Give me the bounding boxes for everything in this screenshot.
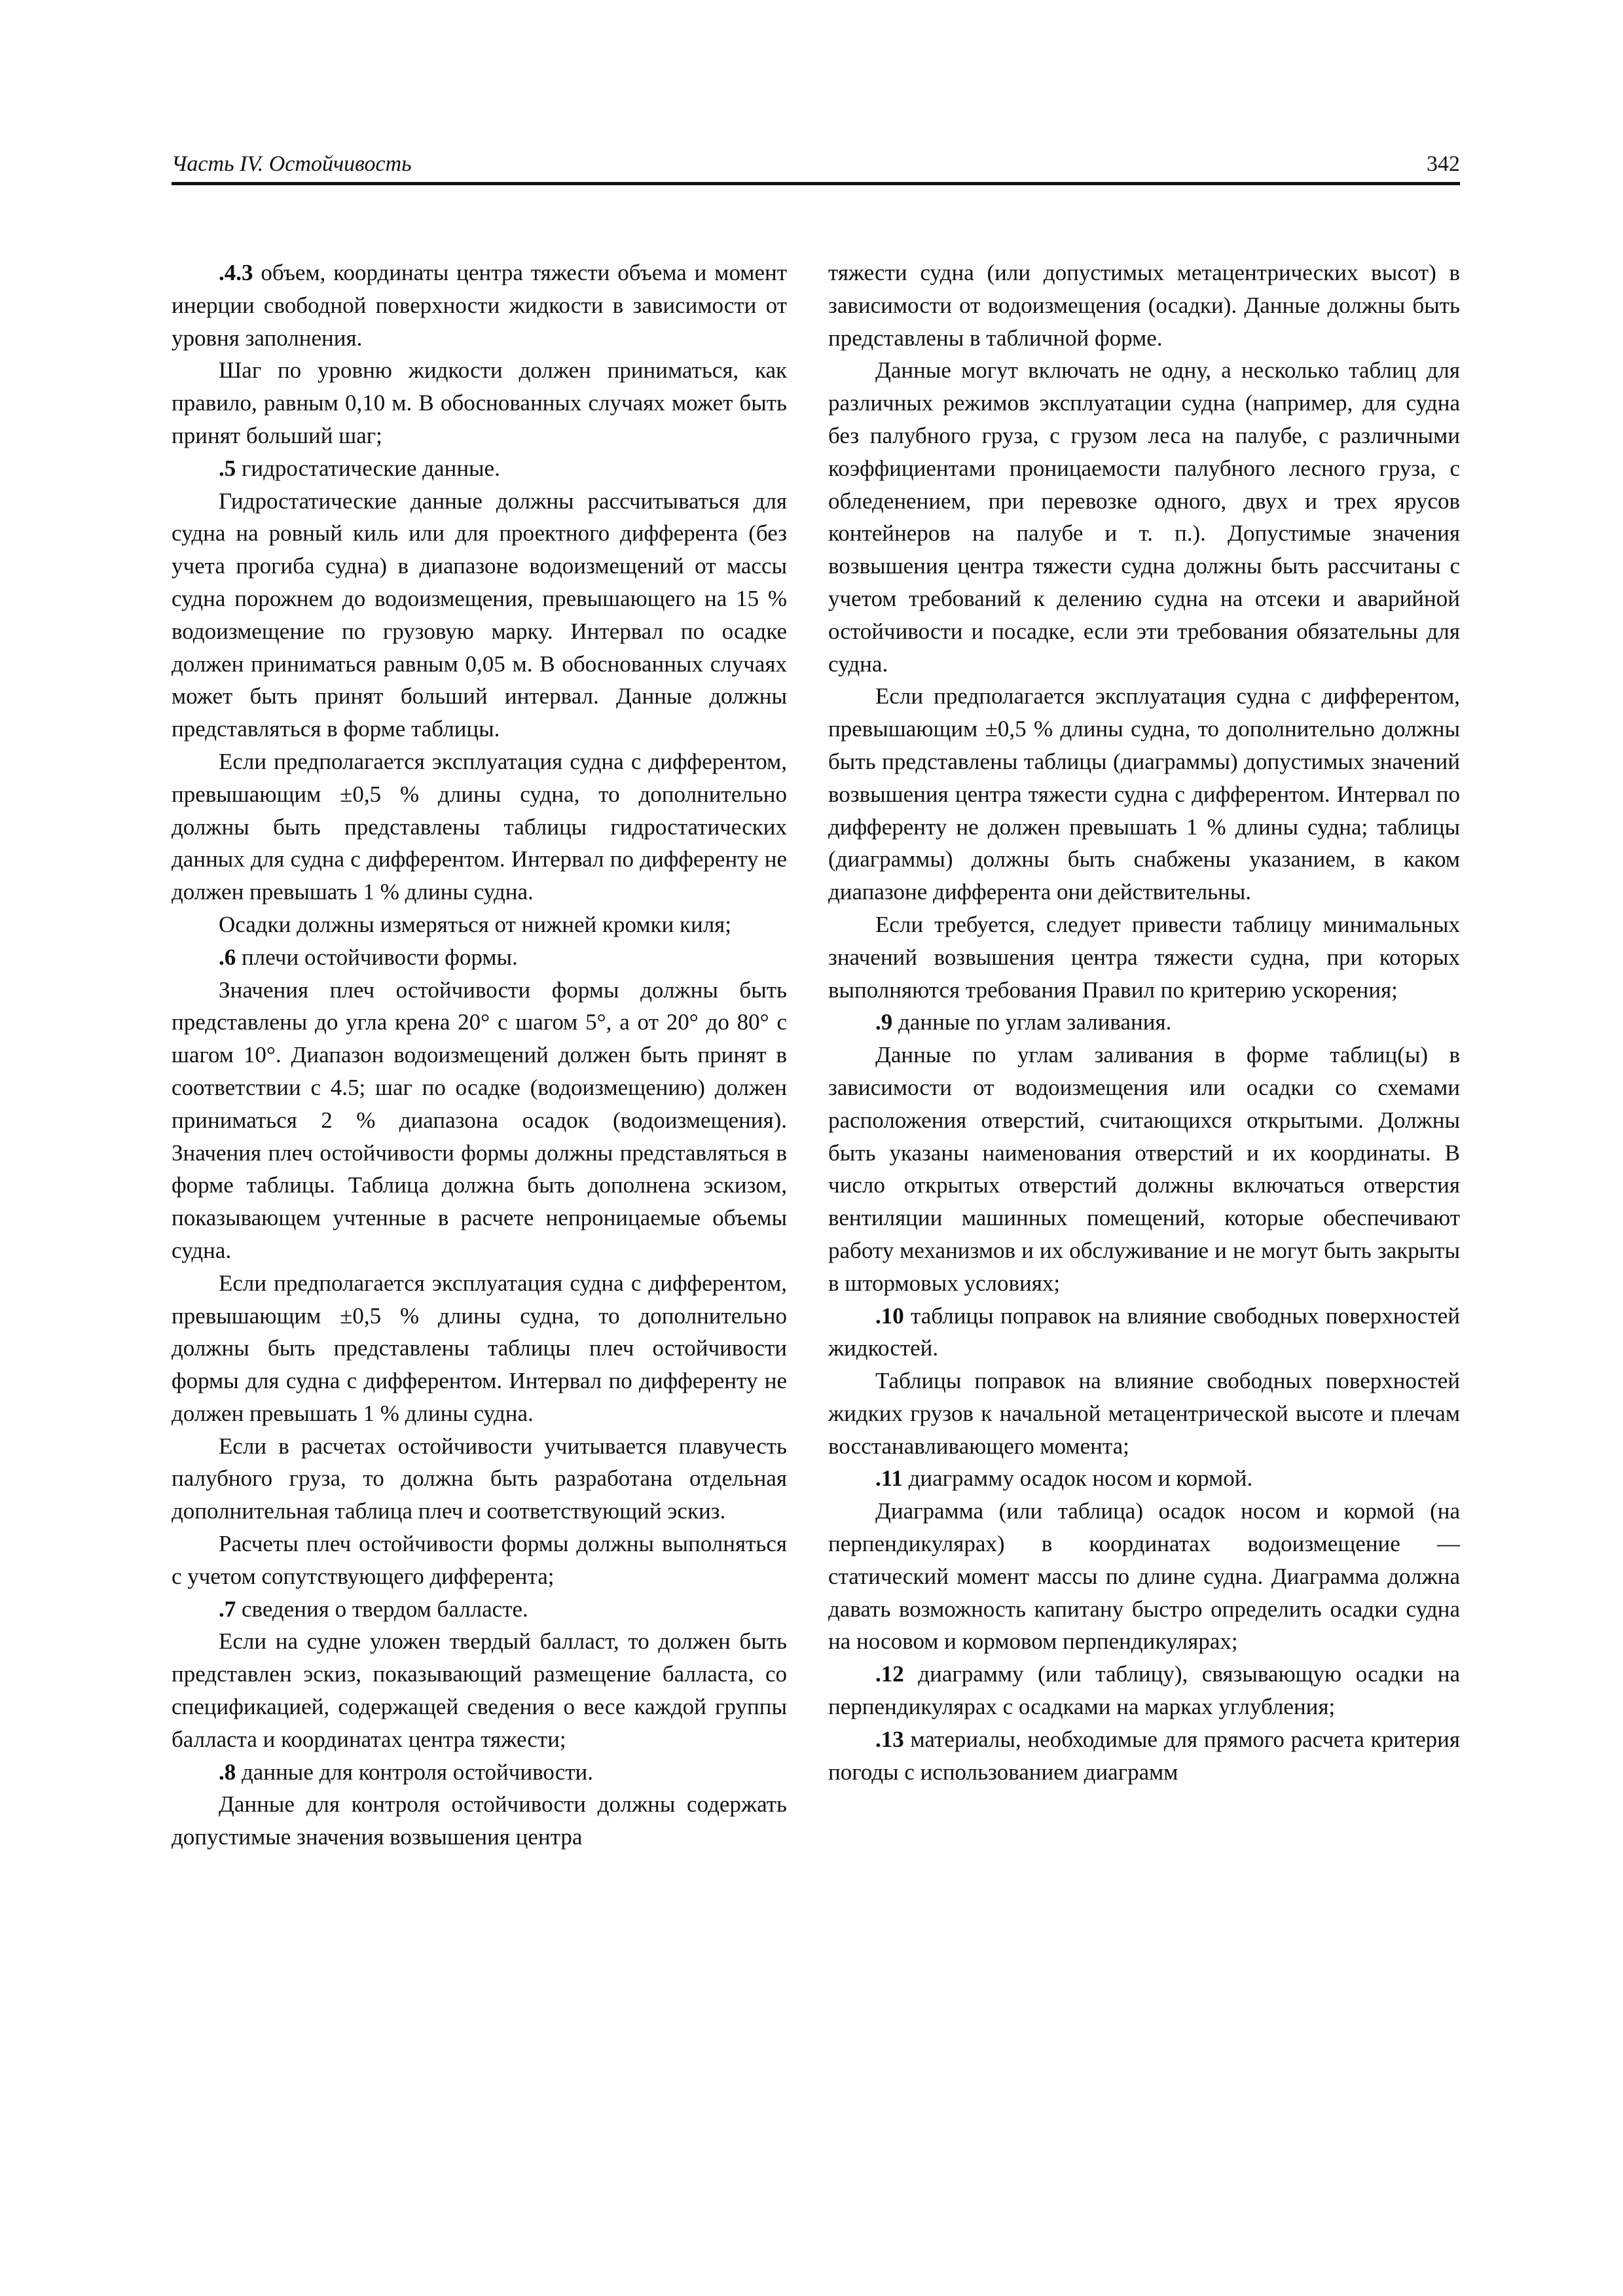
- clause-paragraph: [828, 1658, 1460, 1723]
- clause-paragraph: [172, 257, 787, 354]
- clause-paragraph: [828, 1300, 1460, 1365]
- page-number: 342: [1427, 152, 1460, 176]
- paragraph-text: объем, координаты центра тяжести объема и момент инерции свободной поверхности жидкости в зависимости от уровня заполнения.: [172, 260, 787, 351]
- paragraph-text: Если на судне уложен твердый балласт, то должен быть представлен эскиз, показывающий размещение балласта, со спецификацией, содержащей сведения о весе каждой группы балласта и координатах центра тяжести;: [172, 1628, 787, 1752]
- paragraph-text: таблицы поправок на влияние свободных поверхностей жидкостей.: [828, 1302, 1460, 1361]
- paragraph-text: Данные по углам заливания в форме таблиц(ы) в зависимости от водоизмещения или осадки со схемами расположения отверстий, считающихся открытыми. Должны быть указаны наименования отверстий и их координаты. В число открытых отверстий должны включаться отверстия вентиляции машинных помещений, которые обеспечивают работу механизмов и их обслуживание и не могут быть закрыты в штормовых условиях;: [828, 1042, 1460, 1296]
- paragraph-text: диаграмму (или таблицу), связывающую осадки на перпендикулярах с осадками на марках углубления;: [828, 1661, 1460, 1720]
- paragraph: [828, 908, 1460, 1006]
- clause-paragraph: [828, 1006, 1460, 1039]
- paragraph-text: Если предполагается эксплуатация судна с дифферентом, превышающим ±0,5 % длины судна, то дополнительно должны быть представлены таблицы (диаграммы) допустимых значений возвышения центра тяжести судна с дифферентом. Интервал по дифференту не должен превышать 1 % длины судна; таблицы (диаграммы) должны быть снабжены указанием, в каком диапазоне дифферента они действительны.: [828, 683, 1460, 905]
- paragraph: [172, 1625, 787, 1755]
- clause-number: .13: [875, 1726, 904, 1752]
- paragraph: [172, 1788, 787, 1854]
- paragraph-text: Таблицы поправок на влияние свободных поверхностей жидких грузов к начальной метацентрической высоте и плечам восстанавливающего момента;: [828, 1368, 1460, 1459]
- paragraph: [828, 1365, 1460, 1462]
- clause-number: .10: [875, 1302, 904, 1329]
- paragraph: [172, 745, 787, 908]
- paragraph: [828, 1495, 1460, 1658]
- paragraph-text: Данные для контроля остойчивости должны содержать допустимые значения возвышения центра: [172, 1791, 787, 1850]
- paragraph: [172, 1430, 787, 1528]
- clause-number: .5: [219, 455, 236, 481]
- paragraph: [172, 485, 787, 745]
- paragraph: [172, 974, 787, 1267]
- clause-number: .9: [875, 1009, 893, 1035]
- paragraph-text: Расчеты плеч остойчивости формы должны выполняться с учетом сопутствующего дифферента;: [172, 1531, 787, 1589]
- paragraph-text: материалы, необходимые для прямого расчета критерия погоды с использованием диаграмм: [828, 1726, 1460, 1785]
- paragraph-text: сведения о твердом балласте.: [236, 1596, 528, 1622]
- clause-paragraph: [828, 1462, 1460, 1495]
- paragraph-text: Если предполагается эксплуатация судна с дифферентом, превышающим ±0,5 % длины судна, то дополнительно должны быть представлены таблицы плеч остойчивости формы для судна с дифферентом. Интервал по дифференту не должен превышать 1 % длины судна.: [172, 1270, 787, 1426]
- clause-number: .11: [875, 1465, 903, 1492]
- paragraph-text: плечи остойчивости формы.: [236, 944, 518, 970]
- left-column: [172, 257, 787, 1854]
- section-title: Часть IV. Остойчивость: [172, 152, 412, 176]
- paragraph-text: диаграмму осадок носом и кормой.: [902, 1465, 1253, 1492]
- clause-number: .8: [219, 1759, 236, 1785]
- paragraph: [828, 680, 1460, 908]
- paragraph: [828, 257, 1460, 354]
- paragraph-text: Данные могут включать не одну, а несколько таблиц для различных режимов эксплуатации судна (например, для судна без палубного груза, с грузом леса на палубе, с различными коэффициентами проницаемости палубного лесного груза, с обледенением, при перевозке одного, двух и трех ярусов контейнеров на палубе и т. п.). Допустимые значения возвышения центра тяжести судна должны быть рассчитаны с учетом требований к делению судна на отсеки и аварийной остойчивости и посадке, если эти требования обязательны для судна.: [828, 357, 1460, 677]
- clause-number: .12: [875, 1661, 904, 1687]
- paragraph: [172, 1267, 787, 1430]
- paragraph-text: данные для контроля остойчивости.: [236, 1759, 594, 1785]
- paragraph: [828, 354, 1460, 680]
- paragraph: [172, 354, 787, 452]
- clause-paragraph: [172, 452, 787, 485]
- clause-number: .7: [219, 1596, 236, 1622]
- paragraph-text: Гидростатические данные должны рассчитываться для судна на ровный киль или для проектного дифферента (без учета прогиба судна) в диапазоне водоизмещений от массы судна порожнем до водоизмещения, превышающего на 15 % водоизмещение по грузовую марку. Интервал по осадке должен приниматься равным 0,05 м. В обоснованных случаях может быть принят больший интервал. Данные должны представляться в форме таблицы.: [172, 488, 787, 742]
- clause-paragraph: [828, 1723, 1460, 1789]
- clause-number: .4.3: [219, 260, 253, 285]
- paragraph-text: тяжести судна (или допустимых метацентрических высот) в зависимости от водоизмещения (осадки). Данные должны быть представлены в табличной форме.: [828, 260, 1460, 351]
- clause-number: .6: [219, 944, 236, 970]
- paragraph-text: Если требуется, следует привести таблицу минимальных значений возвышения центра тяжести судна, при которых выполняются требования Правил по критерию ускорения;: [828, 911, 1460, 1003]
- paragraph-text: Значения плеч остойчивости формы должны быть представлены до угла крена 20° с шагом 5°, а от 20° до 80° с шагом 10°. Диапазон водоизмещений должен быть принят в соответствии с 4.5; шаг по осадке (водоизмещению) должен приниматься 2 % диапазона осадок (водоизмещения). Значения плеч остойчивости формы должны представляться в форме таблицы. Таблица должна быть дополнена эскизом, показывающем учтенные в расчете непроницаемые объемы судна.: [172, 977, 787, 1263]
- clause-paragraph: [172, 1593, 787, 1626]
- clause-paragraph: [172, 1756, 787, 1789]
- paragraph-text: гидростатические данные.: [236, 455, 500, 481]
- paragraph-text: Диаграмма (или таблица) осадок носом и кормой (на перпендикулярах) в координатах водоизмещение — статический момент массы по длине судна. Диаграмма должна давать возможность капитану быстро определить осадки судна на носовом и кормовом перпендикулярах;: [828, 1498, 1460, 1655]
- paragraph: [172, 1528, 787, 1593]
- paragraph: [172, 908, 787, 941]
- clause-paragraph: [172, 941, 787, 974]
- paragraph-text: Если в расчетах остойчивости учитывается плавучесть палубного груза, то должна быть разработана отдельная дополнительная таблица плеч и соответствующий эскиз.: [172, 1433, 787, 1524]
- paragraph: [828, 1039, 1460, 1299]
- running-header: [172, 145, 1460, 185]
- right-column: [828, 257, 1460, 1788]
- paragraph-text: Осадки должны измеряться от нижней кромки киля;: [219, 911, 732, 937]
- paragraph-text: Шаг по уровню жидкости должен приниматься, как правило, равным 0,10 м. В обоснованных случаях может быть принят больший шаг;: [172, 357, 787, 448]
- paragraph-text: данные по углам заливания.: [892, 1009, 1172, 1035]
- paragraph-text: Если предполагается эксплуатация судна с дифферентом, превышающим ±0,5 % длины судна, то дополнительно должны быть представлены таблицы гидростатических данных для судна с дифферентом. Интервал по дифференту не должен превышать 1 % длины судна.: [172, 748, 787, 905]
